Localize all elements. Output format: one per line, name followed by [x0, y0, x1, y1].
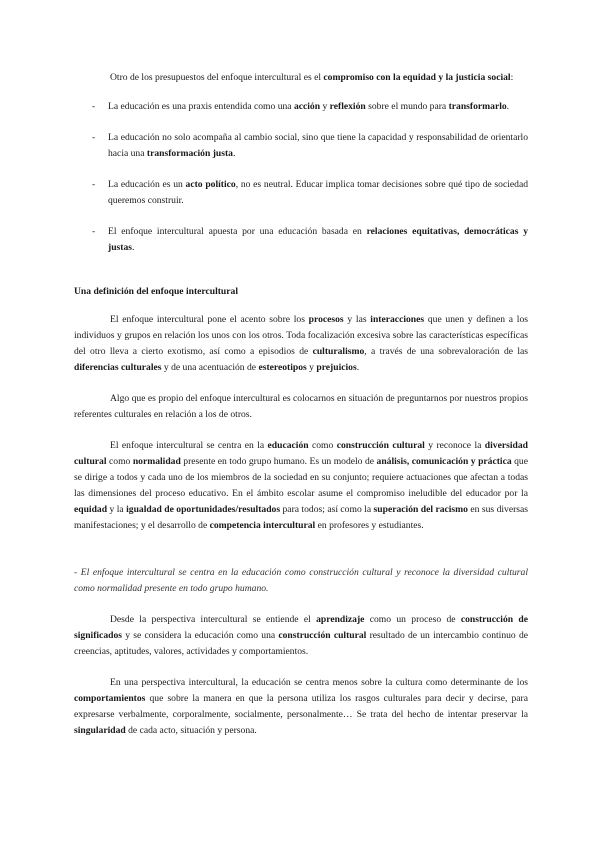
paragraph-emphasis: análisis, comunicación y práctica [376, 456, 512, 467]
paragraph-text: En una perspectiva intercultural, la educación se centra menos sobre la cultura como determinante de los [110, 677, 528, 688]
section-heading: Una definición del enfoque intercultural [74, 286, 238, 297]
bullet-dash: - [92, 226, 96, 237]
paragraph-emphasis: normalidad [132, 456, 181, 467]
list-text: La educación es una praxis entendida como una [108, 101, 294, 112]
paragraph-emphasis: construcción de significados [74, 614, 528, 641]
intro-emphasis: compromiso con la equidad y la justicia social [323, 72, 511, 83]
list-text: , no es neutral. Educar implica tomar decisiones sobre qué tipo de sociedad queremos construir. [108, 179, 528, 206]
quote-paragraph: - El enfoque intercultural se centra en la educación como construcción cultural y reconoce la diversidad cultural como normalidad presente en todo grupo humano. [74, 567, 528, 594]
paragraph-text: que sobre la manera en que la persona utiliza los rasgos culturales para decir y decirse, para expresarse verbalmente, corporalmente, socialmente, personalmente… Se trata del hecho de intentar preservar la [74, 693, 528, 720]
list-text: La educación es un [108, 179, 186, 190]
list-text: sobre el mundo para [365, 101, 449, 112]
list-text: . [132, 242, 135, 253]
paragraph-emphasis: superación del racismo [373, 504, 468, 515]
paragraph-emphasis: educación [267, 440, 309, 451]
list-item [74, 224, 528, 256]
paragraph-5 [74, 675, 528, 739]
paragraph-text: . [356, 362, 360, 373]
paragraph-text: y se considera la educación como una [121, 630, 279, 641]
list-emphasis: acto político [185, 179, 236, 190]
bullet-dash: - [92, 101, 96, 112]
paragraph-emphasis: construcción cultural [278, 630, 367, 641]
list-emphasis: transformarlo [448, 101, 507, 112]
paragraph-text: , a través de una sobrevaloración de las [364, 346, 528, 357]
paragraph-emphasis: culturalismo [312, 346, 365, 357]
paragraph-emphasis: singularidad [74, 725, 126, 736]
paragraph-2: Algo que es propio del enfoque intercultural es colocarnos en situación de preguntarnos por nuestros propios referentes culturales en relación a los de otros. [74, 393, 528, 420]
paragraph-1 [74, 312, 528, 376]
paragraph-text: y reconoce la [424, 440, 485, 451]
intro-text: Otro de los presupuestos del enfoque intercultural es el [110, 72, 324, 83]
intro-colon: : [510, 72, 514, 83]
paragraph-text: El enfoque intercultural se centra en la [110, 440, 268, 451]
list-text: La educación no solo acompaña al cambio social, sino que tiene la capacidad y responsabilidad de orientarlo hacia una [108, 132, 528, 159]
paragraph-emphasis: prejuicios [316, 362, 357, 373]
paragraph-emphasis: equidad [74, 504, 108, 515]
list-item [74, 177, 528, 209]
paragraph-text: y [306, 362, 317, 373]
paragraph-text: que unen y definen a los individuos y grupos en relación los unos con los otros. Toda focalización excesiva sobre las características específicas del otro lleva a cierto exotismo, así como a episodios de [74, 314, 528, 357]
paragraph-text: presente en todo grupo humano. Es un modelo de [180, 456, 377, 467]
list-emphasis: transformación justa [146, 148, 233, 159]
list-text: . [232, 148, 236, 159]
bullet-dash: - [92, 179, 96, 190]
list-text: . [506, 101, 510, 112]
paragraph-text: y las [343, 314, 371, 325]
paragraph-emphasis: diferencias culturales [74, 362, 162, 373]
bullet-list [74, 99, 528, 256]
paragraph-emphasis: igualdad de oportunidades/resultados [126, 504, 281, 515]
list-item [74, 130, 528, 162]
paragraph-emphasis: construcción cultural [336, 440, 425, 451]
bullet-dash: - [92, 132, 96, 143]
paragraph-text: como [106, 456, 133, 467]
intro-paragraph [74, 70, 528, 86]
paragraph-text: para todos; así como la [280, 504, 374, 515]
paragraph-text: que se dirige a todos y cada uno de los miembros de la sociedad en su conjunto; requiere actuaciones que afectan a todas las dimensiones del proceso educativo. En el ámbito escolar asume el compromiso ineludible del educador por la [74, 456, 528, 499]
list-emphasis: acción [293, 101, 321, 112]
paragraph-text: y la [107, 504, 127, 515]
document-page [74, 70, 528, 739]
list-text: y [320, 101, 330, 112]
paragraph-text: como [308, 440, 337, 451]
paragraph-emphasis: diversidad cultural [74, 440, 528, 467]
paragraph-3 [74, 438, 528, 534]
list-emphasis: reflexión [329, 101, 366, 112]
paragraph-emphasis: competencia intercultural [209, 520, 316, 531]
paragraph-emphasis: interacciones [370, 314, 425, 325]
list-emphasis: relaciones equitativas, democráticas y justas [108, 226, 528, 253]
paragraph-text: de cada acto, situación y persona. [125, 725, 257, 736]
list-item [74, 99, 528, 115]
list-text: El enfoque intercultural apuesta por una educación basada en [108, 226, 367, 237]
paragraph-emphasis: comportamientos [74, 693, 146, 704]
paragraph-text: resultado de un intercambio continuo de creencias, aptitudes, valores, actividades y comportamientos. [74, 630, 528, 657]
paragraph-text: como un proceso de [364, 614, 461, 625]
paragraph-emphasis: estereotipos [258, 362, 307, 373]
paragraph-text: y de una acentuación de [161, 362, 259, 373]
paragraph-emphasis: procesos [308, 314, 344, 325]
paragraph-text: El enfoque intercultural pone el acento sobre los [110, 314, 309, 325]
paragraph-4 [74, 612, 528, 660]
paragraph-text: Desde la perspectiva intercultural se entiende el [110, 614, 317, 625]
paragraph-text: en sus diversas manifestaciones; y el desarrollo de [74, 504, 529, 531]
paragraph-emphasis: aprendizaje [316, 614, 365, 625]
paragraph-text: en profesores y estudiantes. [315, 520, 424, 531]
